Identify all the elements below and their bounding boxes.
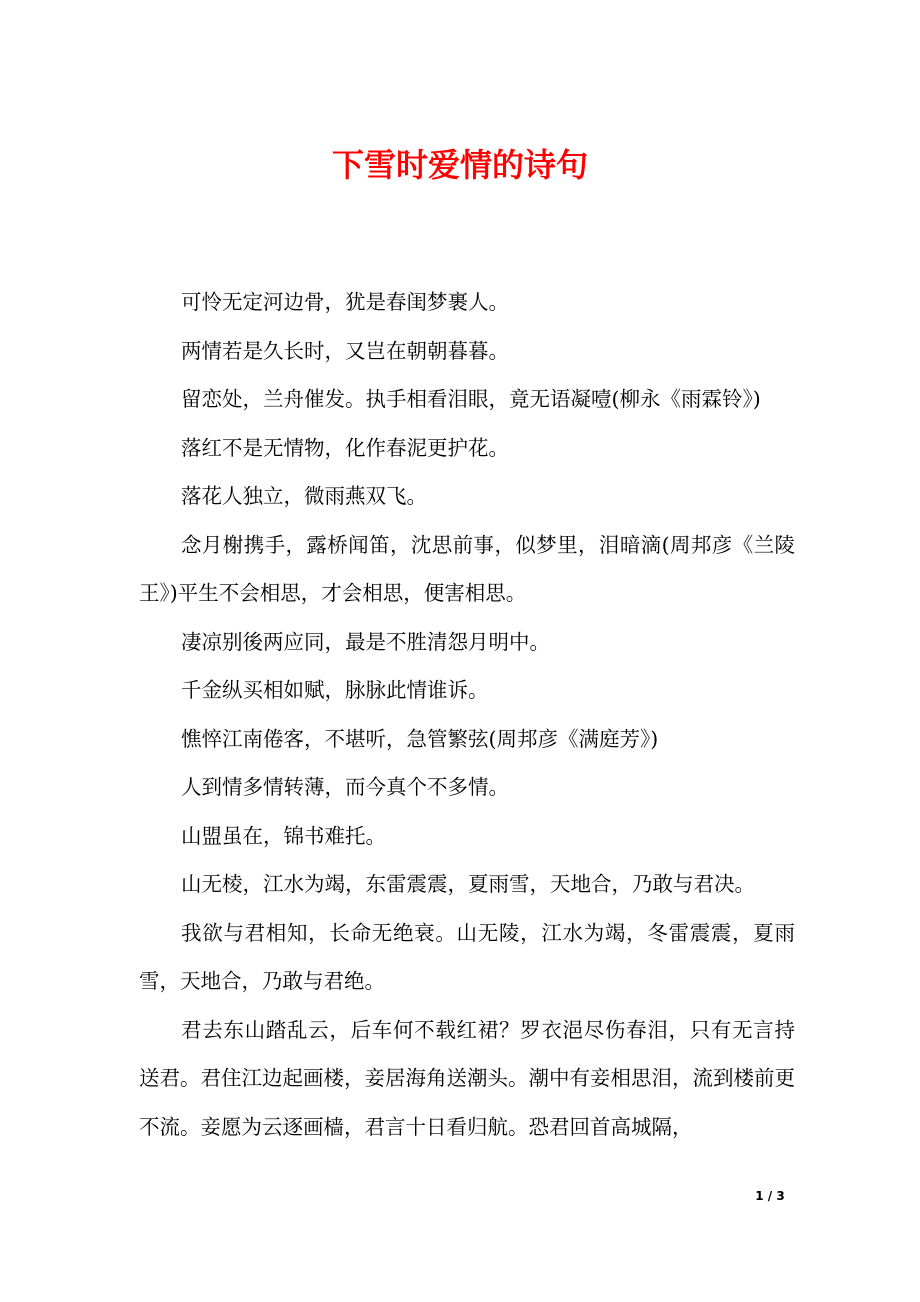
- paragraph: 山无棱，江水为竭，东雷震震，夏雨雪，天地合，乃敢与君决。: [181, 872, 755, 896]
- paragraph: 山盟虽在，锦书难托。: [181, 823, 386, 848]
- paragraph: 人到情多情转薄，而今真个不多情。: [181, 775, 509, 799]
- paragraph: 落红不是无情物，化作春泥更护花。: [181, 435, 509, 460]
- paragraph: 留恋处，兰舟催发。执手相看泪眼，竟无语凝噎(柳永《雨霖铃》): [181, 387, 761, 411]
- paragraph: 我欲与君相知，长命无绝衰。山无陵，江水为竭，冬雷震震，夏雨雪，天地合，乃敢与君绝。: [139, 920, 795, 993]
- paragraph: 凄凉别後两应同，最是不胜清怨月明中。: [181, 629, 550, 654]
- paragraph: 念月榭携手，露桥闻笛，沈思前事，似梦里，泪暗滴(周邦彦《兰陵王》)平生不会相思，才会相思，便害相思。: [139, 532, 795, 605]
- document-body: [139, 278, 795, 1151]
- paragraph: 落花人独立，微雨燕双飞。: [181, 484, 427, 508]
- paragraph: 可怜无定河边骨，犹是春闺梦裹人。: [181, 290, 509, 314]
- document-title: 下雪时爱情的诗句: [331, 146, 588, 184]
- paragraph: 憔悴江南倦客，不堪听，急管繁弦(周邦彦《满庭芳》): [181, 726, 659, 751]
- paragraph: 两情若是久长时，又岂在朝朝暮暮。: [181, 338, 509, 363]
- paragraph: 千金纵买相如赋，脉脉此情谁诉。: [181, 678, 489, 702]
- page-indicator: 1 / 3: [755, 1189, 785, 1203]
- paragraph: 君去东山踏乱云，后车何不载红裙？罗衣浥尽伤春泪，只有无言持送君。君住江边起画楼，妾居海角送潮头。潮中有妾相思泪，流到楼前更不流。妾愿为云逐画樯，君言十日看归航。恐君回首高城隔，: [139, 1017, 795, 1139]
